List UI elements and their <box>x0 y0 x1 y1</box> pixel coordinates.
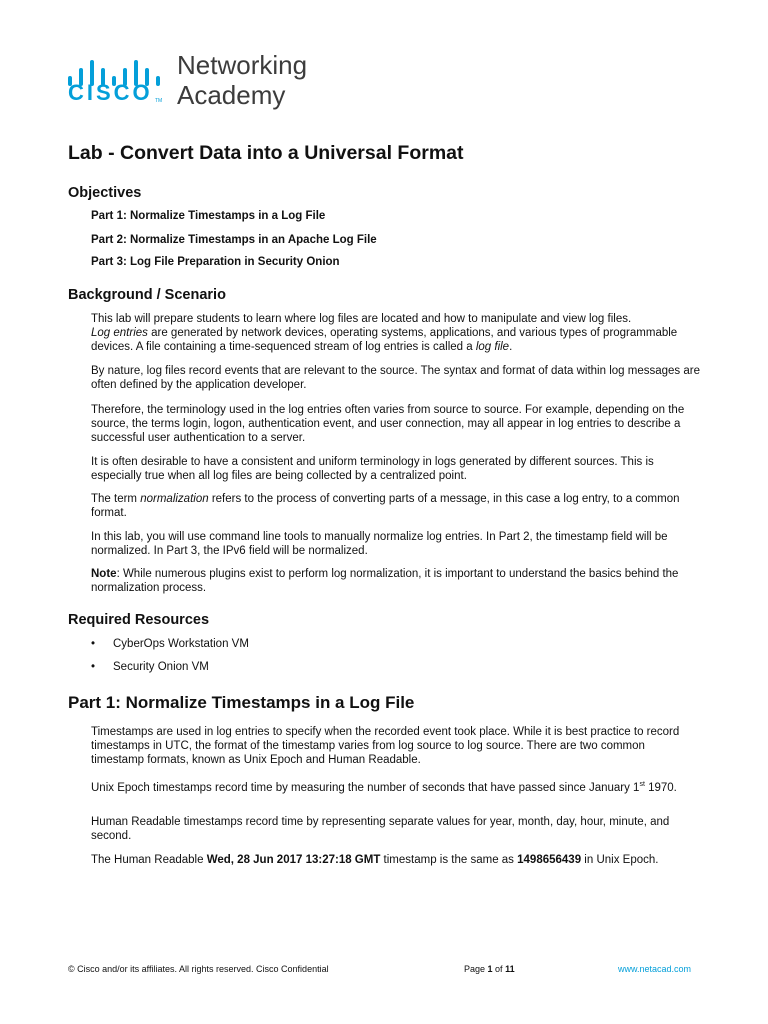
footer-page-number: Page 1 of 11 <box>464 964 515 974</box>
cisco-wordmark: CISCO <box>68 80 153 105</box>
netacad-link[interactable]: www.netacad.com <box>618 964 692 974</box>
part1-paragraph-2: Unix Epoch timestamps record time by measuring the number of seconds that have passed since January 1st 1970. <box>91 781 677 794</box>
trademark-mark: TM <box>155 98 163 104</box>
background-paragraph-6: In this lab, you will use command line tools to manually normalize log entries. In Part 2, the timestamp field will be normalized. In Part 3, the IPv6 field will be normalized. <box>91 531 668 557</box>
list-item: • Security Onion VM <box>91 661 209 673</box>
part1-paragraph-4: The Human Readable Wed, 28 Jun 2017 13:27:18 GMT timestamp is the same as 1498656439 in Unix Epoch. <box>91 854 659 866</box>
logo-text <box>177 50 307 110</box>
logo-line-1: Networking <box>177 50 308 80</box>
list-item: • CyberOps Workstation VM <box>91 638 249 650</box>
cisco-networking-academy-logo <box>68 50 368 112</box>
background-paragraph-2: By nature, log files record events that are relevant to the source. The syntax and format of data within log messages are often defined by the application developer. <box>91 365 700 391</box>
objectives-heading: Objectives <box>68 185 142 201</box>
background-paragraph-1: This lab will prepare students to learn where log files are located and how to manipulate and view log files. Log entries are generated by network devices, operating systems, applications, and various types of programmable devices. A file containing a time-sequenced stream of log entries is called a log file. <box>91 313 678 353</box>
objective-item: Part 2: Normalize Timestamps in an Apache Log File <box>91 234 377 246</box>
footer-copyright: © Cisco and/or its affiliates. All rights reserved. Cisco Confidential <box>68 964 329 974</box>
logo-line-2: Academy <box>177 80 286 110</box>
part1-heading: Part 1: Normalize Timestamps in a Log File <box>68 693 415 712</box>
footer-url[interactable] <box>618 964 691 974</box>
part1-paragraph-1: Timestamps are used in log entries to specify when the recorded event took place. While it is best practice to record timestamps in UTC, the format of the timestamp varies from log source to log source. There are two common timestamp formats, known as Unix Epoch and Human Readable. <box>91 726 680 766</box>
note-paragraph: Note: While numerous plugins exist to perform log normalization, it is important to understand the basics behind the normalization process. <box>91 568 679 594</box>
background-paragraph-3: Therefore, the terminology used in the log entries often varies from source to source. For example, depending on the source, the terms login, logon, authentication event, and user connection, may all appear in log entries to describe a successful user authentication to a server. <box>91 404 685 444</box>
page-title: Lab - Convert Data into a Universal Format <box>68 142 464 164</box>
objective-item: Part 1: Normalize Timestamps in a Log File <box>91 210 326 222</box>
resources-heading: Required Resources <box>68 612 210 628</box>
objective-item: Part 3: Log File Preparation in Security Onion <box>91 256 340 268</box>
background-heading: Background / Scenario <box>68 287 226 303</box>
background-paragraph-5: The term normalization refers to the process of converting parts of a message, in this case a log entry, to a common format. <box>91 493 680 519</box>
background-paragraph-4: It is often desirable to have a consistent and uniform terminology in logs generated by different sources. This is especially true when all log files are being collected by a centralized point. <box>91 456 654 482</box>
part1-paragraph-3: Human Readable timestamps record time by representing separate values for year, month, day, hour, minute, and second. <box>91 816 670 842</box>
